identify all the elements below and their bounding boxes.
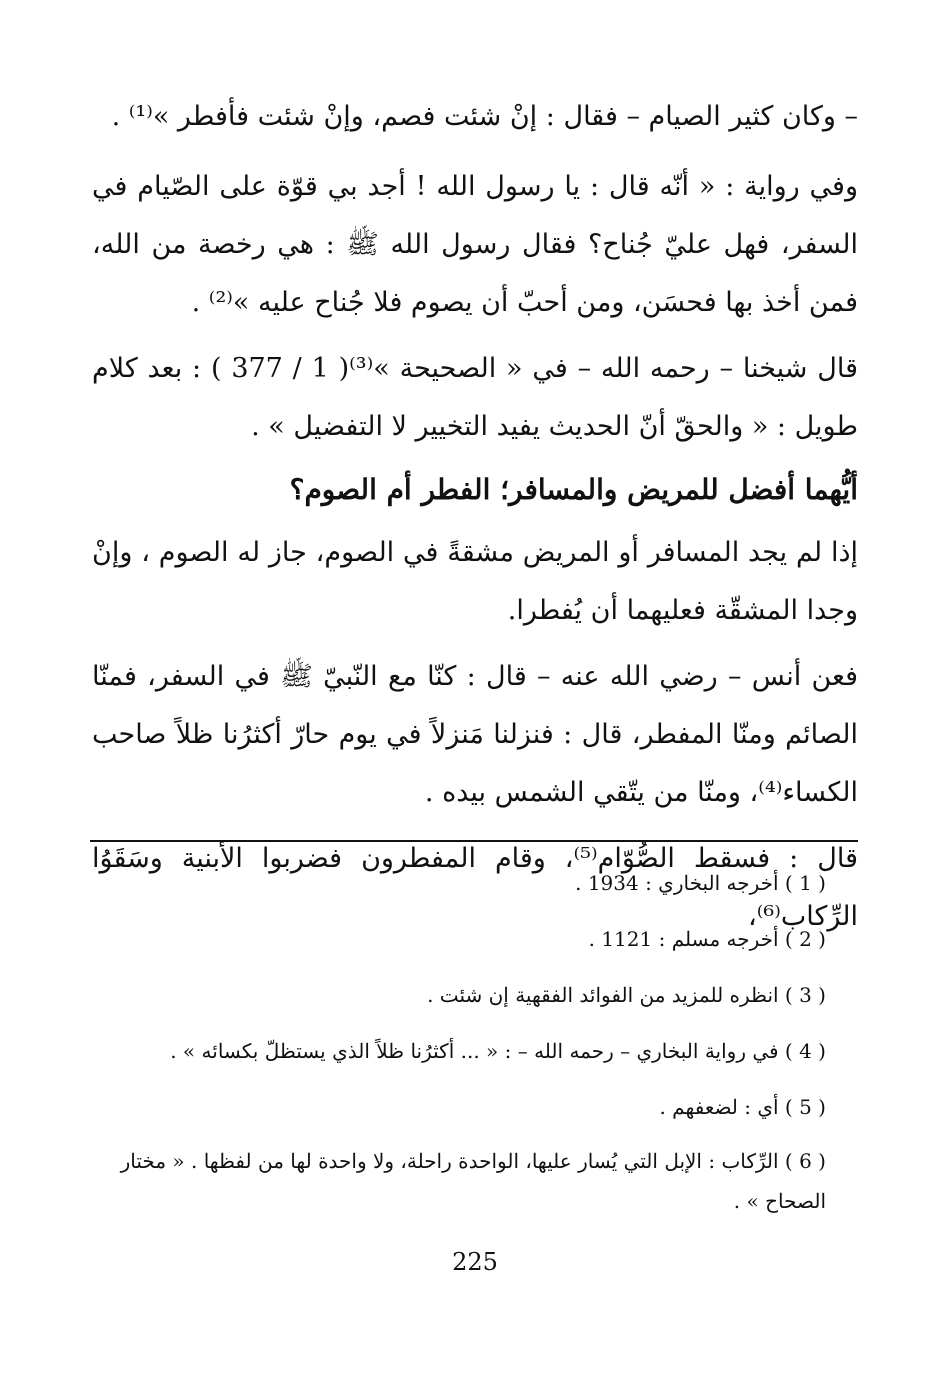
footnote-4: ( 4 ) في رواية البخاري – رحمه الله – : « ... أكثرُنا ظلاً الذي يستظلّ بكسائه » . [170, 1039, 826, 1063]
paragraph-5: فعن أنس – رضي الله عنه – قال : كنّا مع النّبيّ ﷺ في السفر، فمنّا الصائم ومنّا المفطر، قال : فنزلنا مَنزلاً في يوم حارّ أكثرُنا ظلاً صاحب الكساء⁽⁴⁾، ومنّا من يتّقي الشمس بيده . [92, 661, 858, 808]
paragraph-1: – وكان كثير الصيام – فقال : إنْ شئت فصم، وإنْ شئت فأفطر »⁽¹⁾ . [111, 101, 858, 132]
paragraph-3: قال شيخنا – رحمه الله – في « الصحيحة »⁽³⁾( 1 / 377 ) : بعد كلام طويل : « والحقّ أنّ الحديث يفيد التخيير لا التفضيل » . [92, 353, 859, 442]
paragraph-2: وفي رواية : « أنّه قال : يا رسول الله ! أجد بي قوّة على الصّيام في السفر، فهل عليّ جُناح؟ فقال رسول الله ﷺ : هي رخصة من الله، فمن أخذ بها فحسَن، ومن أحبّ أن يصوم فلا جُناح عليه »⁽²⁾ . [92, 171, 858, 318]
paragraph-6: قال : فسقط الصُّوّام⁽⁵⁾، وقام المفطرون فضربوا الأبنية وسَقَوُا الرِّكاب⁽⁶⁾، [92, 843, 858, 932]
footnote-5: ( 5 ) أي : لضعفهم . [659, 1095, 826, 1119]
page-number: 225 [452, 1248, 498, 1276]
footnote-6: ( 6 ) الرِّكاب : الإبل التي يُسار عليها، الواحدة راحلة، ولا واحدة لها من لفظها . « مختار الصحاح » . [120, 1149, 826, 1213]
footnote-3: ( 3 ) انظره للمزيد من الفوائد الفقهية إن شئت . [427, 983, 826, 1007]
paragraph-4: إذا لم يجد المسافر أو المريض مشقةً في الصوم، جاز له الصوم ، وإنْ وجدا المشقّة فعليهما أن يُفطرا. [92, 537, 858, 626]
footnotes [90, 855, 826, 1221]
section-heading: أيُّهما أفضل للمريض والمسافر؛ الفطر أم الصوم؟ [289, 473, 858, 506]
footnote-separator [90, 840, 858, 842]
page-content [92, 88, 858, 954]
footnote-2: ( 2 ) أخرجه مسلم : 1121 . [588, 927, 826, 951]
footnote-1: ( 1 ) أخرجه البخاري : 1934 . [575, 871, 826, 895]
